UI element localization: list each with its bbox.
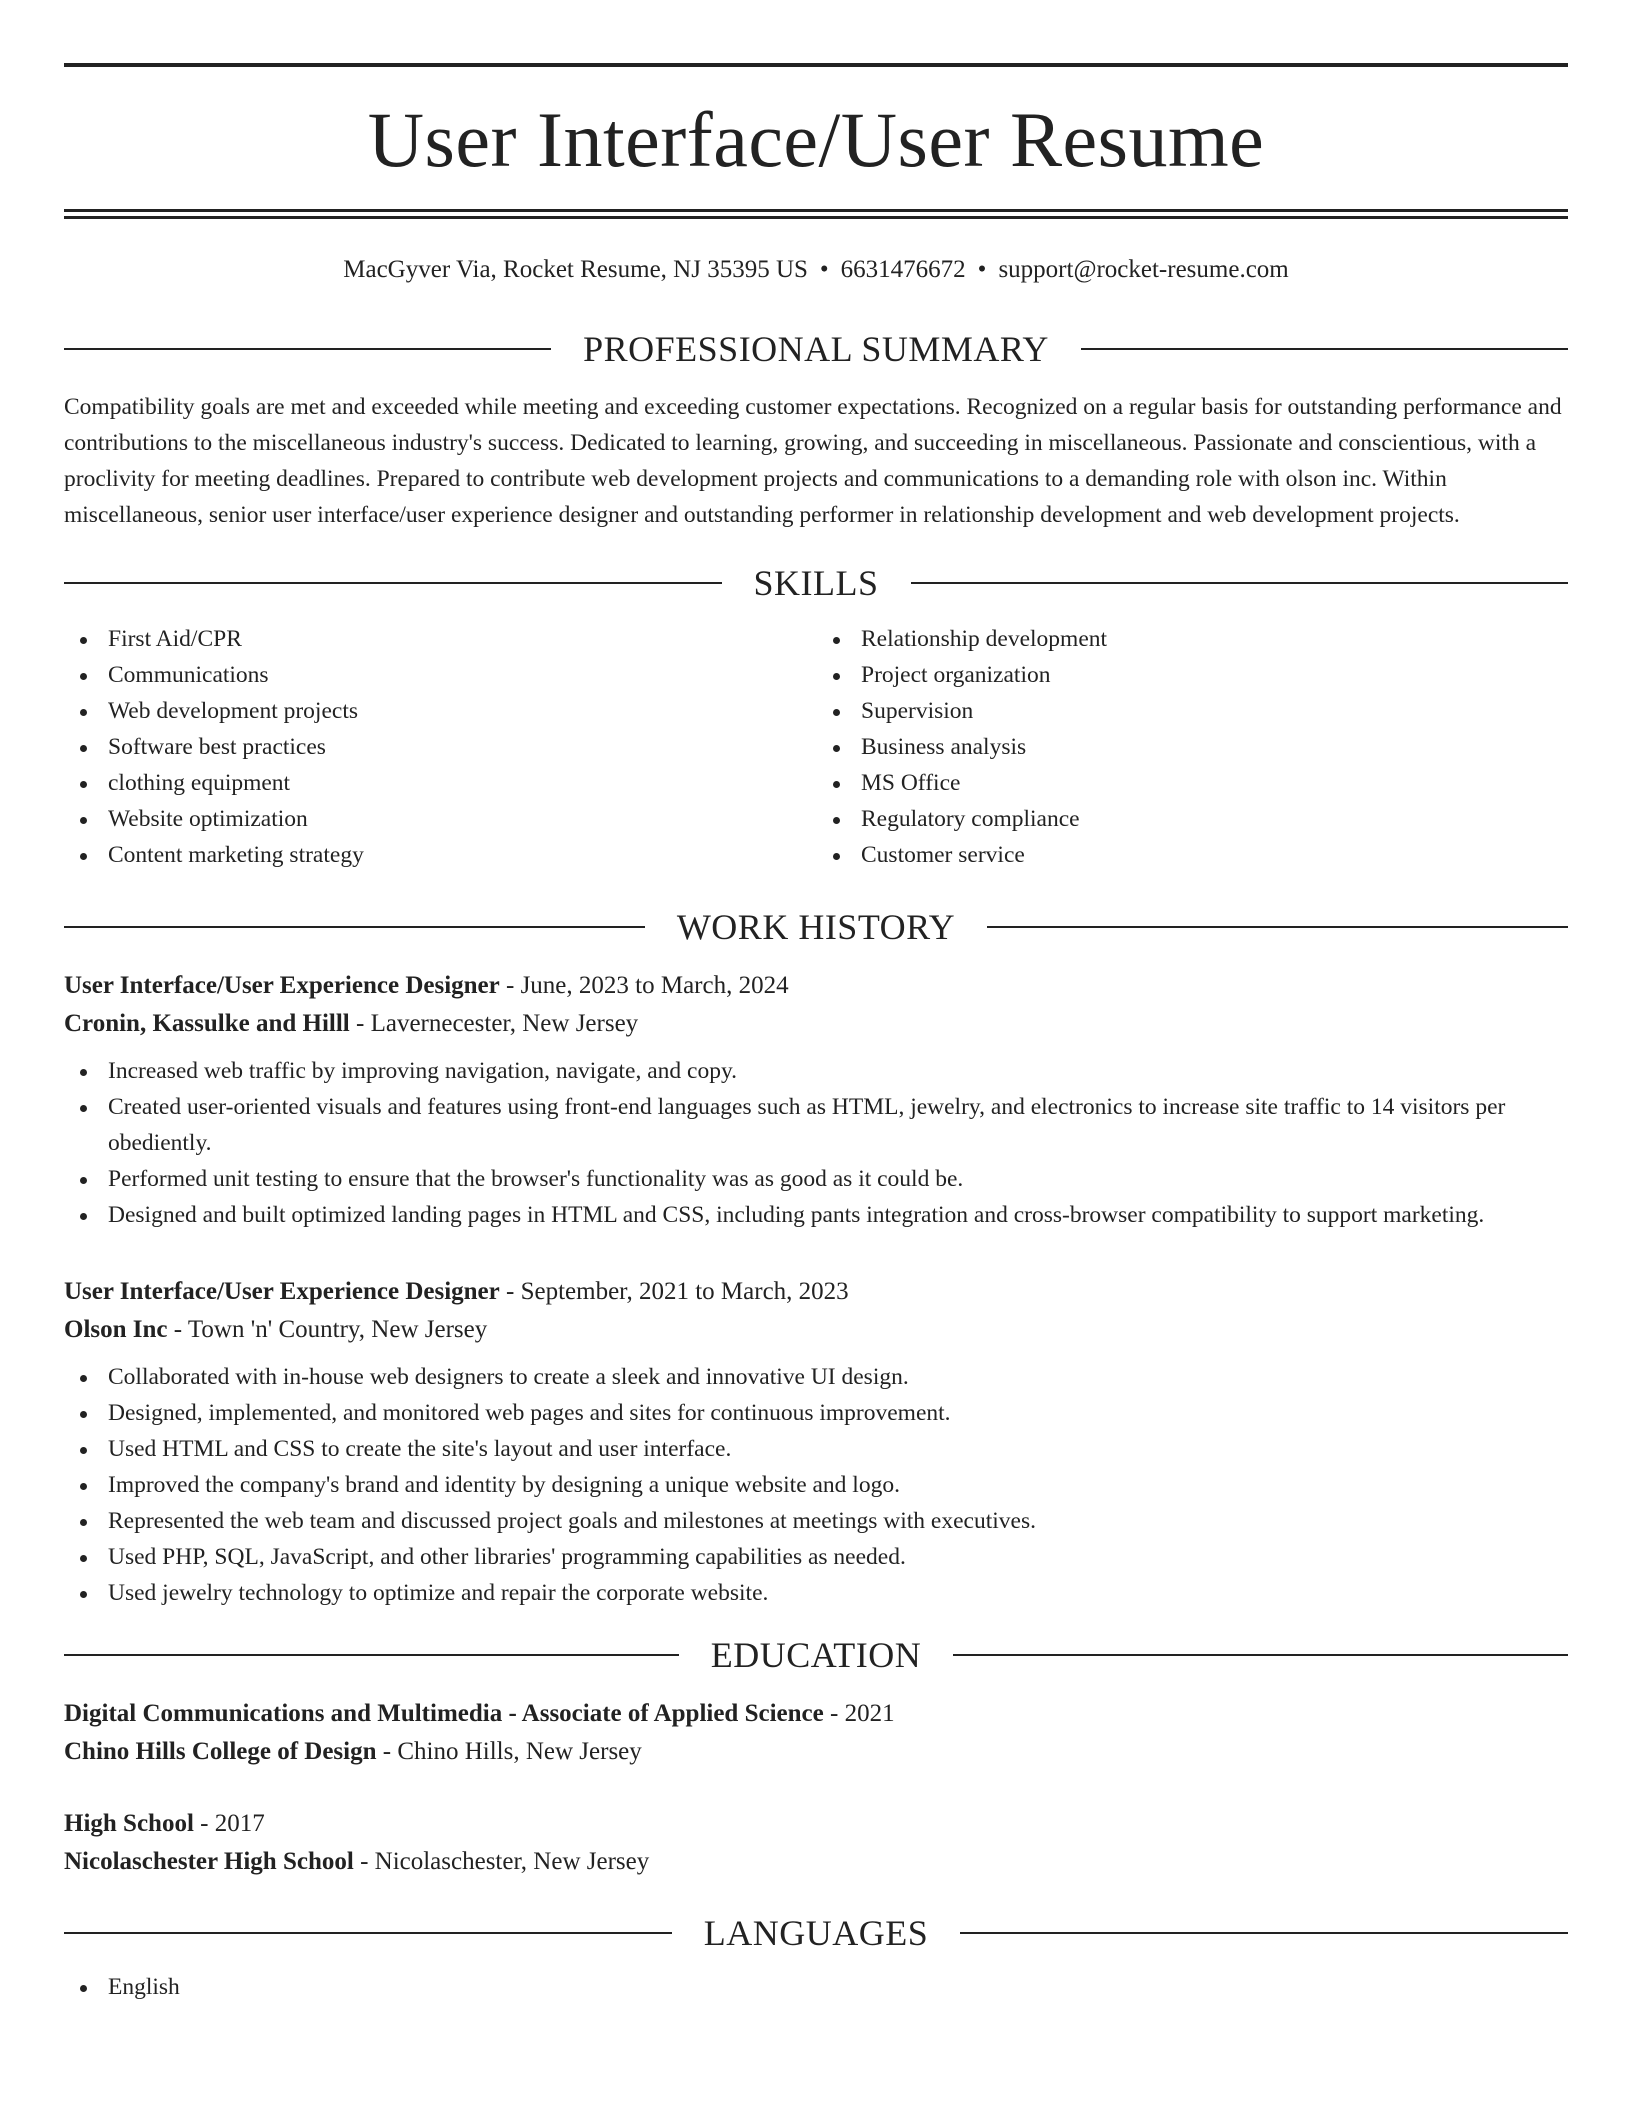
education-year: 2017 [214,1810,265,1837]
job-company-line [64,1311,1568,1349]
dash: - [499,972,521,999]
section-title: WORK HISTORY [676,907,956,947]
heading-rule-right [960,1932,1568,1934]
job-bullet: Represented the web team and discussed project goals and milestones at meetings with executives. [64,1503,1568,1539]
heading-rule-right [1081,348,1568,350]
education-location: Chino Hills, New Jersey [397,1738,642,1765]
education-year: 2021 [844,1700,895,1727]
skill-item: Supervision [817,693,1568,729]
job-bullet: Used jewelry technology to optimize and repair the corporate website. [64,1575,1568,1611]
contact-address: MacGyver Via, Rocket Resume, NJ 35395 US [343,256,808,283]
section-title: SKILLS [753,563,879,603]
job-location: Lavernecester, New Jersey [370,1010,639,1037]
job-title-line [64,1273,1568,1311]
section-title: EDUCATION [710,1635,922,1675]
skills-list-right [817,621,1568,873]
contact-email: support@rocket-resume.com [998,256,1289,283]
languages-list [64,1969,1568,2005]
title-double-rule [64,209,1568,219]
education-degree: Digital Communications and Multimedia - Associate of Applied Science [64,1700,824,1727]
contact-phone: 6631476672 [840,256,966,283]
heading-rule-right [987,926,1568,928]
skill-item: Web development projects [64,693,815,729]
job-bullet: Used PHP, SQL, JavaScript, and other libraries' programming capabilities as needed. [64,1539,1568,1575]
job-bullet: Created user-oriented visuals and features using front-end languages such as HTML, jewelry, and electronics to increase site traffic to 14 visitors per obediently. [64,1089,1568,1161]
dash: - [353,1848,375,1875]
section-heading-work [64,909,1568,945]
heading-rule-left [64,1932,672,1934]
dash: - [499,1278,521,1305]
skill-item: Customer service [817,837,1568,873]
contact-separator: • [977,256,987,283]
job-company-line [64,1005,1568,1043]
education-school: Chino Hills College of Design [64,1738,377,1765]
skill-item: Relationship development [817,621,1568,657]
summary-paragraph: Compatibility goals are met and exceeded while meeting and exceeding customer expectations. Recognized on a regular basis for outstanding performance and contributions to the miscellaneous industry's success. Dedicated to learning, growing, and succeeding in miscellaneous. Passionate and conscientious, with a proclivity for meeting deadlines. Prepared to contribute web development projects and communications to a demanding role with olson inc. Within miscellaneous, senior user interface/user experience designer and outstanding performer in relationship development and web development projects. [64,394,1562,528]
skill-item: Communications [64,657,815,693]
resume-title: User Interface/User Resume [367,96,1265,183]
job-title: User Interface/User Experience Designer [64,1278,500,1305]
job-company: Cronin, Kassulke and Hilll [64,1010,350,1037]
education-degree-line [64,1805,1568,1843]
section-heading-skills [64,565,1568,601]
dash: - [376,1738,398,1765]
skill-item: Regulatory compliance [817,801,1568,837]
job-company: Olson Inc [64,1316,168,1343]
section-heading-education [64,1637,1568,1673]
dash: - [167,1316,188,1343]
skill-item: MS Office [817,765,1568,801]
skills-list-left [64,621,815,873]
skill-item: Software best practices [64,729,815,765]
skill-item: clothing equipment [64,765,815,801]
skill-item: Website optimization [64,801,815,837]
section-heading-languages [64,1915,1568,1951]
education-degree: High School [64,1810,194,1837]
dash: - [823,1700,845,1727]
education-degree-line [64,1695,1568,1733]
heading-rule-left [64,1654,679,1656]
education-entry [64,1805,1568,1881]
heading-rule-right [911,582,1569,584]
education-entry [64,1695,1568,1771]
heading-rule-left [64,348,551,350]
education-school-line [64,1843,1568,1881]
job-bullet: Improved the company's brand and identity by designing a unique website and logo. [64,1467,1568,1503]
dash: - [193,1810,215,1837]
job-bullet: Increased web traffic by improving navigation, navigate, and copy. [64,1053,1568,1089]
skill-item: Project organization [817,657,1568,693]
contact-line [64,255,1568,285]
job-bullets [64,1359,1568,1611]
section-title: LANGUAGES [703,1913,929,1953]
skill-item: First Aid/CPR [64,621,815,657]
heading-rule-left [64,926,645,928]
job-bullet: Collaborated with in-house web designers to create a sleek and innovative UI design. [64,1359,1568,1395]
job-location: Town 'n' Country, New Jersey [187,1316,488,1343]
job-title-line [64,967,1568,1005]
contact-separator: • [819,256,829,283]
heading-rule-right [953,1654,1568,1656]
language-item: English [64,1969,1568,2005]
skill-item: Content marketing strategy [64,837,815,873]
job-bullets [64,1053,1568,1233]
skill-item: Business analysis [817,729,1568,765]
job-dates: June, 2023 to March, 2024 [520,972,789,999]
section-title: PROFESSIONAL SUMMARY [583,329,1049,369]
job-dates: September, 2021 to March, 2023 [520,1278,849,1305]
education-school-line [64,1733,1568,1771]
skills-columns [64,621,1568,873]
job-entry [64,1273,1568,1611]
job-bullet: Designed and built optimized landing pages in HTML and CSS, including pants integration and cross-browser compatibility to support marketing. [64,1197,1568,1233]
heading-rule-left [64,582,722,584]
job-bullet: Used HTML and CSS to create the site's layout and user interface. [64,1431,1568,1467]
job-title: User Interface/User Experience Designer [64,972,500,999]
dash: - [349,1010,371,1037]
job-bullet: Performed unit testing to ensure that the browser's functionality was as good as it could be. [64,1161,1568,1197]
job-bullet: Designed, implemented, and monitored web pages and sites for continuous improvement. [64,1395,1568,1431]
top-rule [64,63,1568,67]
education-school: Nicolaschester High School [64,1848,354,1875]
job-entry [64,967,1568,1233]
education-location: Nicolaschester, New Jersey [374,1848,650,1875]
section-heading-summary [64,331,1568,367]
